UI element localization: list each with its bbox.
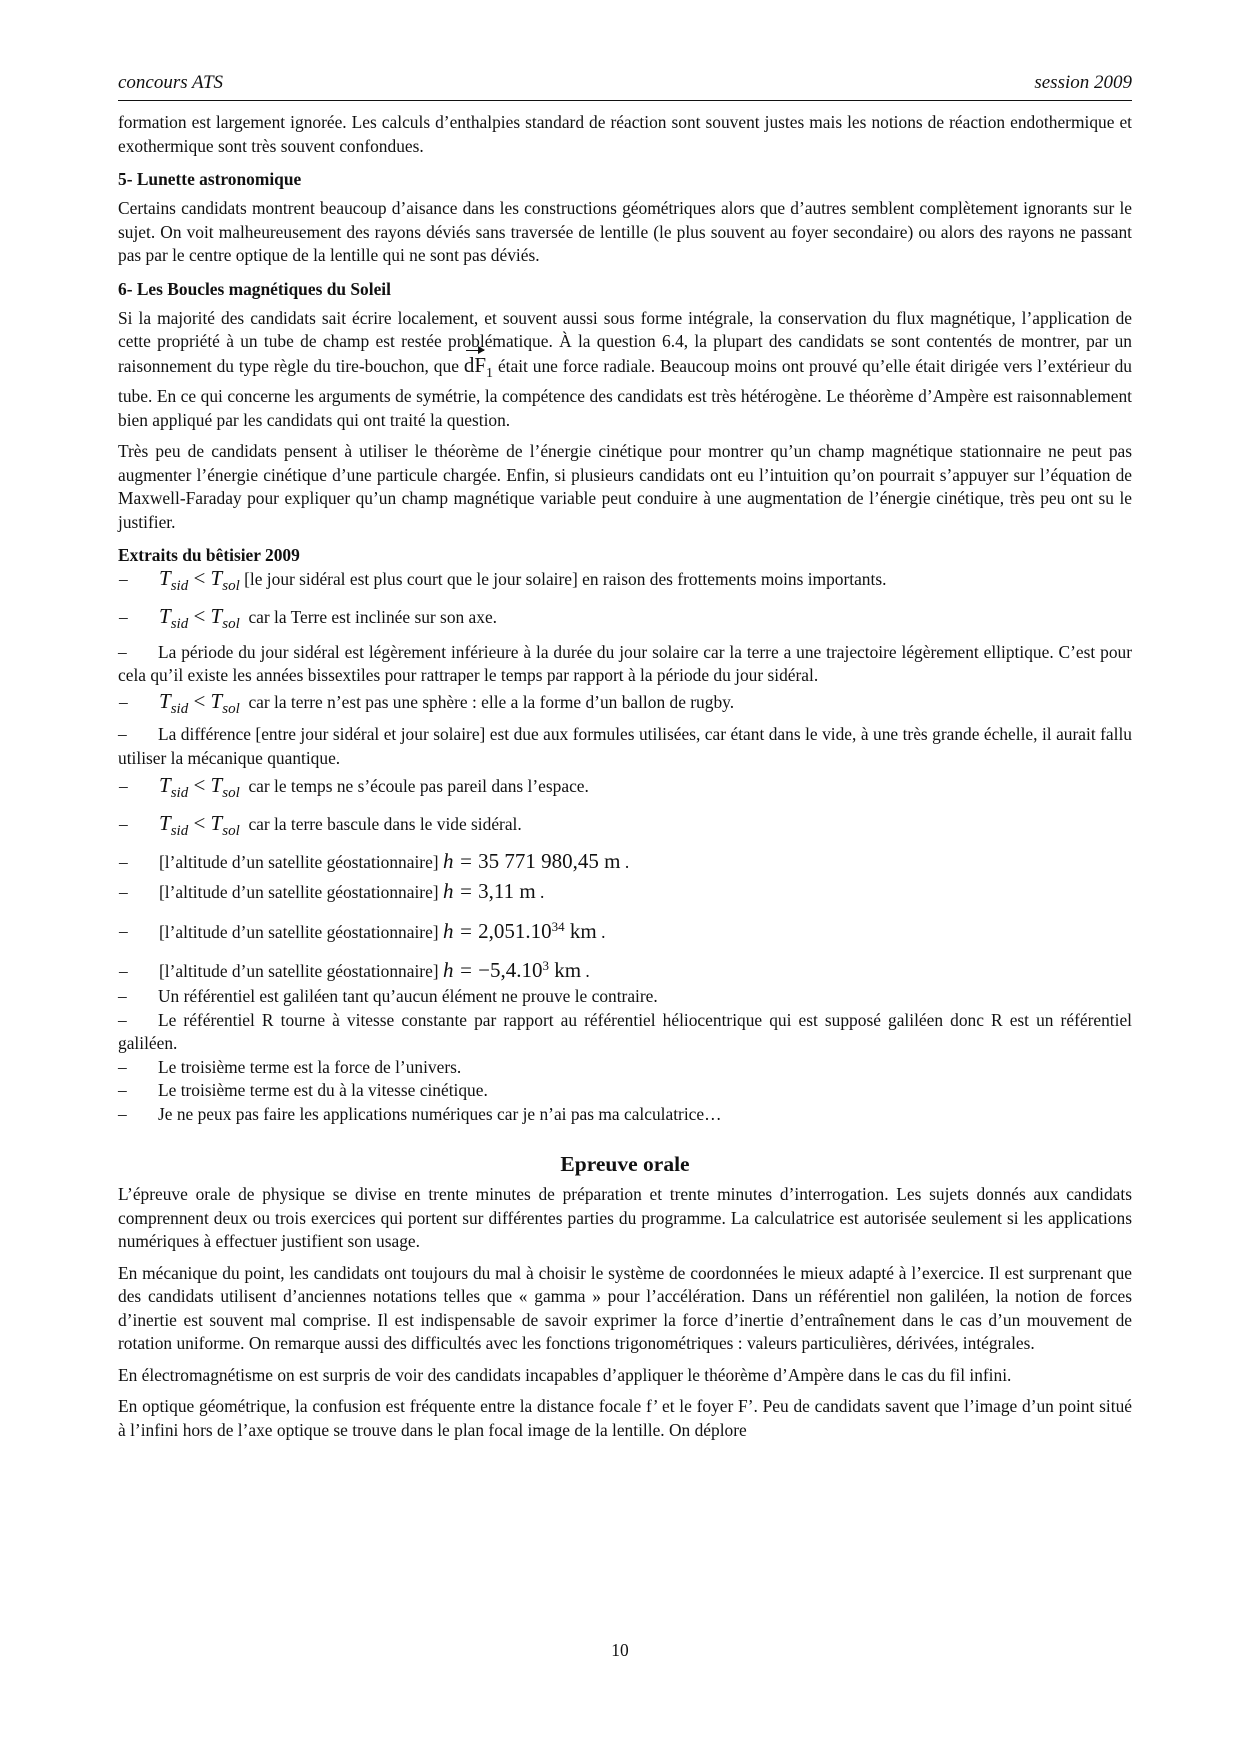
- section-6-paragraph-1: [118, 307, 1132, 433]
- list-item: – [l’altitude d’un satellite géostationnaire] h = 35 771 980,45 m .: [119, 848, 630, 873]
- section-6-title: 6- Les Boucles magnétiques du Soleil: [118, 278, 391, 299]
- header-left: concours ATS: [118, 72, 224, 93]
- section-6-text-a: Si la majorité des candidats sait écrire localement, et souvent aussi sous forme intégrale, la conservation du flux magnétique, l’application de cette propriété à un tube de champ est restée problématique. À la question 6.4, la plupart des candidats se sont contentés de montrer, par un raisonnement du type règle du tire-bouchon, que: [118, 307, 1132, 376]
- section-5-text: Certains candidats montrent beaucoup d’aisance dans les constructions géométriques alors que d’autres semblent complètement ignorants sur le sujet. On voit malheureusement des rayons déviés sans traversée de lentille (le plus souvent au foyer secondaire) ou alors des rayons ne passant pas par le centre optique de la lentille qui ne sont pas déviés.: [118, 198, 1132, 265]
- vector-dF: dF: [463, 352, 487, 377]
- list-item: – Je ne peux pas faire les applications numériques car je n’ai pas ma calculatrice…: [118, 1103, 722, 1124]
- oral-paragraph-4: En optique géométrique, la confusion est fréquente entre la distance focale f’ et le foyer F’. Peu de candidats savent que l’image d’un point situé à l’infini hors de l’axe optique se trouve dans le plan focal image de la lentille. On déplore: [118, 1396, 1132, 1440]
- document-page: [118, 72, 1132, 1442]
- section-6-text-b: était une force radiale. Beaucoup moins ont prouvé qu’elle était dirigée vers l’extérieur du tube. En ce qui concerne les arguments de symétrie, la compétence des candidats est très hétérogène. Le théorème d’Ampère est raisonnablement bien appliqué par les candidats qui ont traité la question.: [118, 355, 1132, 430]
- betisier-list: [118, 567, 1132, 1126]
- page-header: [118, 72, 1132, 101]
- page-number: 10: [611, 1640, 629, 1660]
- vector-subscript: 1: [486, 365, 494, 381]
- list-item: – $T_{sid} < T_{sol}$ car la Terre est inclinée sur son axe.: [119, 603, 498, 633]
- list-item: – [l’altitude d’un satellite géostationnaire] h = 3,11 m .: [119, 879, 545, 904]
- list-item: – Le troisième terme est du à la vitesse cinétique.: [118, 1080, 488, 1101]
- list-item: – $T_{sid} < T_{sol}$ car la terre bascule dans le vide sidéral.: [119, 810, 522, 840]
- list-item: – $T_{sid} < T_{sol}$ [le jour sidéral est plus court que le jour solaire] en raison des frottements moins importants.: [119, 566, 887, 595]
- betisier-title: Extraits du bêtisier 2009: [118, 545, 300, 566]
- list-item: – Le référentiel R tourne à vitesse constante par rapport au référentiel héliocentrique qui est supposé galiléen donc R est un référentiel galiléen.: [118, 1009, 1132, 1054]
- oral-paragraph-2: En mécanique du point, les candidats ont toujours du mal à choisir le système de coordonnées le mieux adapté à l’exercice. Il est surprenant que des candidats utilisent d’anciennes notations telles que « gamma » pour l’accélération. Dans un référentiel non galiléen, la notion de forces d’inertie est souvent mal comprise. Il est indispensable de savoir exprimer la force d’inertie d’entraînement dans le cas d’un mouvement de rotation uniforme. On remarque aussi des difficultés avec les fonctions trigonométriques : valeurs particulières, dérivées, intégrales.: [118, 1262, 1132, 1354]
- list-item: – $T_{sid} < T_{sol}$ car le temps ne s’écoule pas pareil dans l’espace.: [119, 773, 589, 802]
- list-item: – La différence [entre jour sidéral et jour solaire] est due aux formules utilisées, car étant dans le vide, à une très grande échelle, il aurait fallu utiliser la mécanique quantique.: [118, 724, 1132, 768]
- section-6-paragraph-2: Très peu de candidats pensent à utiliser le théorème de l’énergie cinétique pour montrer qu’un champ magnétique stationnaire ne peut pas augmenter l’énergie cinétique d’une particule chargée. Enfin, si plusieurs candidats ont eu l’intuition qu’on pourrait s’appuyer sur l’équation de Maxwell-Faraday pour expliquer qu’un champ magnétique variable peut conduire à une augmentation de l’énergie cinétique, très peu ont su le justifier.: [118, 441, 1132, 532]
- vector-dF1: [463, 352, 494, 381]
- list-dash: –: [119, 606, 128, 627]
- oral-paragraph-1: L’épreuve orale de physique se divise en trente minutes de préparation et trente minutes d’interrogation. Les sujets donnés aux candidats comprennent deux ou trois exercices qui portent sur différentes parties du programme. La calculatrice est autorisée seulement si les applications numériques à effectuer justifient son usage.: [118, 1184, 1132, 1252]
- list-item: – Un référentiel est galiléen tant qu’aucun élément ne prouve le contraire.: [118, 986, 658, 1007]
- list-item: – [l’altitude d’un satellite géostationnaire] $h = -5,4.10^3$ km .: [119, 957, 590, 982]
- list-item: – $T_{sid} < T_{sol}$ car la terre n’est pas une sphère : elle a la forme d’un ballon de rugby.: [119, 688, 735, 717]
- header-right: session 2009: [1034, 72, 1132, 93]
- intro-paragraph: formation est largement ignorée. Les calculs d’enthalpies standard de réaction sont souvent justes mais les notions de réaction endothermique et exothermique sont très souvent confondues.: [118, 112, 1132, 156]
- oral-title: Epreuve orale: [560, 1152, 690, 1177]
- list-item: – [l’altitude d’un satellite géostationnaire] $h = 2,051.10^{34}$ km .: [119, 918, 606, 943]
- math-T: T: [159, 566, 171, 591]
- list-dash: –: [119, 569, 128, 590]
- list-item: – La période du jour sidéral est légèrement inférieure à la durée du jour solaire car la terre a une trajectoire légèrement elliptique. C’est pour cela qu’il existe les années bissextiles pour rattraper le temps par rapport à la période du jour sidéral.: [118, 641, 1132, 686]
- section-5-title: 5- Lunette astronomique: [118, 169, 302, 189]
- list-item: – Le troisième terme est la force de l’univers.: [118, 1056, 462, 1077]
- oral-paragraph-3: En électromagnétisme on est surpris de voir des candidats incapables d’appliquer le théorème d’Ampère dans le cas du fil infini.: [118, 1364, 1012, 1385]
